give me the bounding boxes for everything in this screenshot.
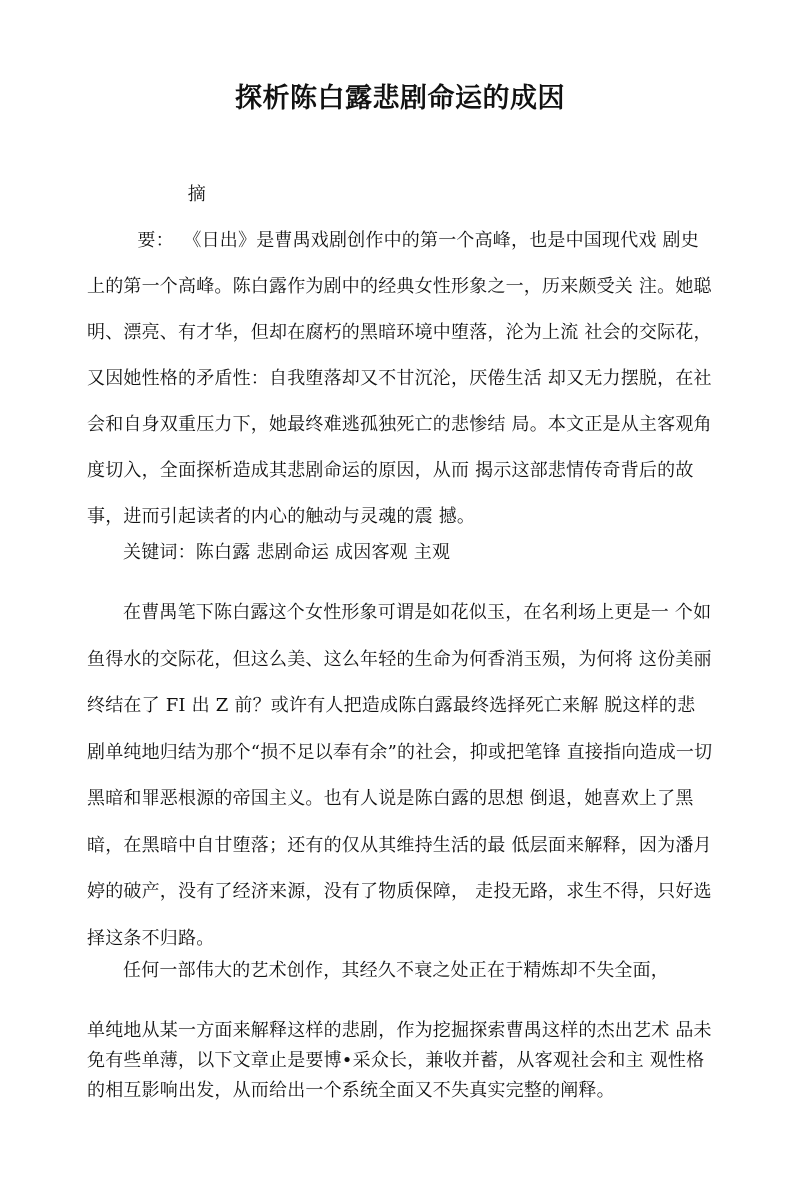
body-paragraph-1: 在曹禺笔下陈白露这个女性形象可谓是如花似玉，在名利场上更是一 个如鱼得水的交际花，但这么美、这么年轻的生命为何香消玉殒，为何将 这份美丽终结在了 FI 出 Z 前？或许有人把造成陈白露最终选择死亡来解 脱这样的悲剧单纯地归结为那个“损不足以奉有余”的社会，抑或把笔锋 直接指向造成一切黑暗和罪恶根源的帝国主义。也有人说是陈白露的思想 倒退，她喜欢上了黑暗，在黑暗中自甘堕落；还有的仅从其维持生活的最 低层面来解释，因为潘月婷的破产，没有了经济来源，没有了物质保障， 走投无路，求生不得，只好选择这条不归路。 [87,602,713,949]
body-paragraph-2: 任何一部伟大的艺术创作，其经久不衰之处正在于精炼却不失全面， [123,960,669,981]
page-title: 探析陈白露悲剧命运的成因 [235,83,565,114]
abstract-label: 摘 要： [137,184,206,251]
abstract-paragraph [87,172,713,540]
abstract-text: 《日出》是曹禺戏剧创作中的第一个高峰，也是中国现代戏 剧史上的第一个高峰。陈白露作为剧中的经典女性形象之一，历来颇受关 注。她聪明、漂亮、有才华，但却在腐朽的黑暗环境中堕落，沦为上流 社会的交际花，又因她性格的矛盾性：自我堕落却又不甘沉沦，厌倦生活 却又无力摆脱，在社会和自身双重压力下，她最终难逃孤独死亡的悲惨结 局。本文正是从主客观角度切入，全面探析造成其悲剧命运的原因，从而 揭示这部悲情传奇背后的故事，进而引起读者的内心的触动与灵魂的震 撼。 [87,230,712,527]
keywords-line: 关键词：陈白露 悲剧命运 成因客观 主观 [123,542,451,563]
body-paragraph-3: 单纯地从某一方面来解释这样的悲剧，作为挖掘探索曹禺这样的杰出艺术 品未免有些单薄，以下文章止是要博•采众长，兼收并蓄，从客观社会和主 观性格的相互影响出发，从而给出一个系统全面又不失真实完整的阐释。 [87,1020,712,1101]
